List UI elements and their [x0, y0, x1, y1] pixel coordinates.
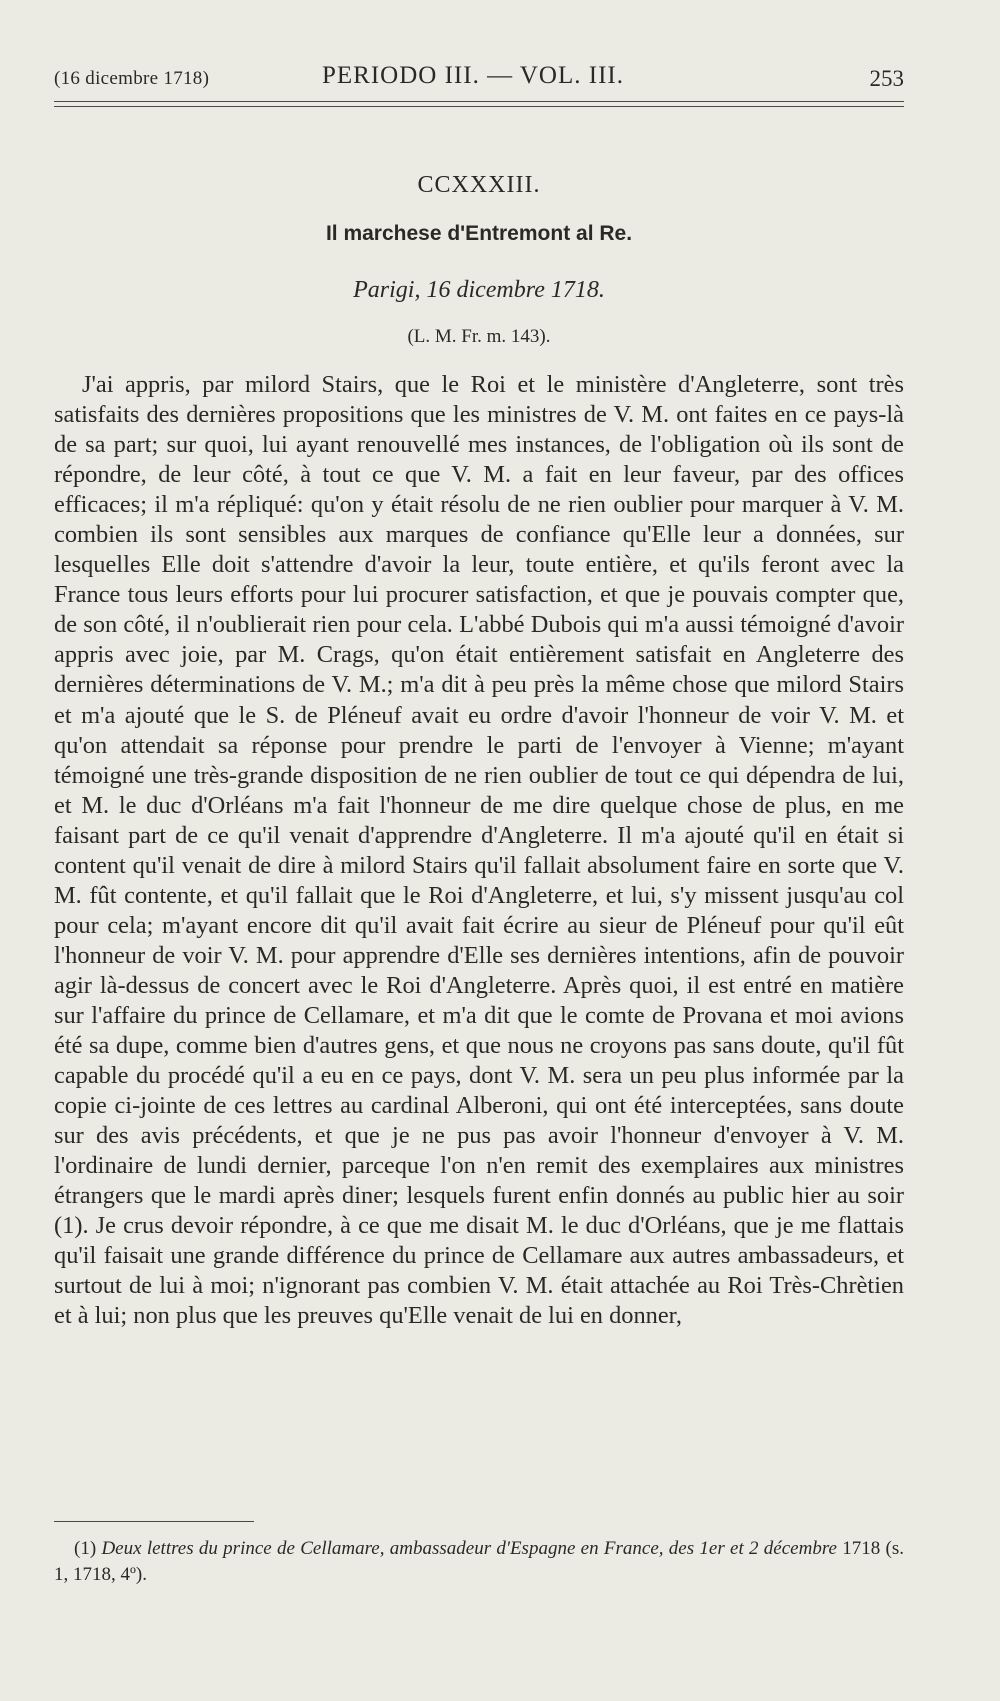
- header-rule-top: [54, 101, 904, 102]
- running-header: [54, 62, 904, 94]
- footnote-marker: (1): [74, 1538, 97, 1559]
- document-number: CCXXXIII.: [417, 172, 541, 198]
- document-source-ref: (L. M. Fr. m. 143).: [407, 326, 551, 347]
- header-rule-bottom: [54, 106, 904, 107]
- document-place-date: Parigi, 16 dicembre 1718.: [353, 277, 605, 303]
- page-number: 253: [869, 66, 904, 91]
- letter-paragraph: J'ai appris, par milord Stairs, que le Roi et le ministère d'Angleterre, sont très satisfaits des dernières propositions que les ministres de V. M. ont faites en ce pays-là de sa part; sur quoi, lui ayant renouvellé mes instances, de l'obligation où ils sont de répondre, de leur côté, à tout ce que V. M. a fait en leur faveur, par des offices efficaces; il m'a répliqué: qu'on y était résolu de ne rien oublier pour marquer à V. M. combien ils sont sensibles aux marques de confiance qu'Elle leur a données, sur lesquelles Elle doit s'attendre d'avoir la leur, toute entière, et qu'ils feront avec la France tous leurs efforts pour lui procurer satisfaction, et que je pouvais compter que, de son côté, il n'oublierait rien pour cela. L'abbé Dubois qui m'a aussi témoigné d'avoir appris avec joie, par M. Crags, qu'on était entièrement satisfait en Angleterre des dernières déterminations de V. M.; m'a dit à peu près la même chose que milord Stairs et m'a ajouté que le S. de Pléneuf avait eu ordre d'avoir l'honneur de voir V. M. et qu'on attendait sa réponse pour prendre le parti de l'envoyer à Vienne; m'ayant témoigné une très-grande disposition de ne rien oublier de tout ce qui dépendra de lui, et M. le duc d'Orléans m'a fait l'honneur de me dire quelque chose de plus, en me faisant part de ce qu'il venait d'apprendre d'Angleterre. Il m'a ajouté qu'il en était si content qu'il venait de dire à milord Stairs qu'il fallait absolument faire en sorte que V. M. fût contente, et qu'il fallait que le Roi d'Angleterre, et lui, s'y missent jusqu'au col pour cela; m'ayant encore dit qu'il avait fait écrire au sieur de Pléneuf pour qu'il eût l'honneur de voir V. M. pour apprendre d'Elle ses dernières intentions, afin de pouvoir agir là-dessus de concert avec le Roi d'Angleterre. Après quoi, il est entré en matière sur l'affaire du prince de Cellamare, et m'a dit que le comte de Provana et moi avions été sa dupe, comme bien d'autres gens, et que nous ne croyons pas sans doute, qu'il fût capable du procédé qu'il a eu en ce pays, dont V. M. sera un peu plus informée par la copie ci-jointe de ces lettres au cardinal Alberoni, qui ont été interceptées, sans doute sur des avis précédents, et que je ne pus pas avoir l'honneur d'envoyer à V. M. l'ordinaire de lundi dernier, parceque l'on n'en remit des exemplaires aux ministres étrangers que le mardi après diner; lesquels furent enfin donnés au public hier au soir (1). Je crus devoir répondre, à ce que me disait M. le duc d'Orléans, que je me flattais qu'il faisait une grande différence du prince de Cellamare aux autres ambassadeurs, et surtout de lui à moi; n'ignorant pas combien V. M. était attachée au Roi Très-Chrètien et à lui; non plus que les preuves qu'Elle venait de lui en donner,: [54, 371, 904, 1330]
- footnote-italic-text: Deux lettres du prince de Cellamare, ambassadeur d'Espagne en France, des 1er et 2 décembre: [101, 1538, 837, 1559]
- footnote: [54, 1536, 904, 1588]
- letter-body: [54, 370, 904, 1332]
- footnote-rule: [54, 1521, 254, 1522]
- header-running-title: PERIODO III. — VOL. III.: [322, 62, 624, 89]
- footnote-plain-text: 1718 (s. 1, 1718, 4º).: [54, 1538, 905, 1585]
- document-title: Il marchese d'Entremont al Re.: [325, 222, 633, 245]
- header-date-range: (16 dicembre 1718): [54, 68, 210, 89]
